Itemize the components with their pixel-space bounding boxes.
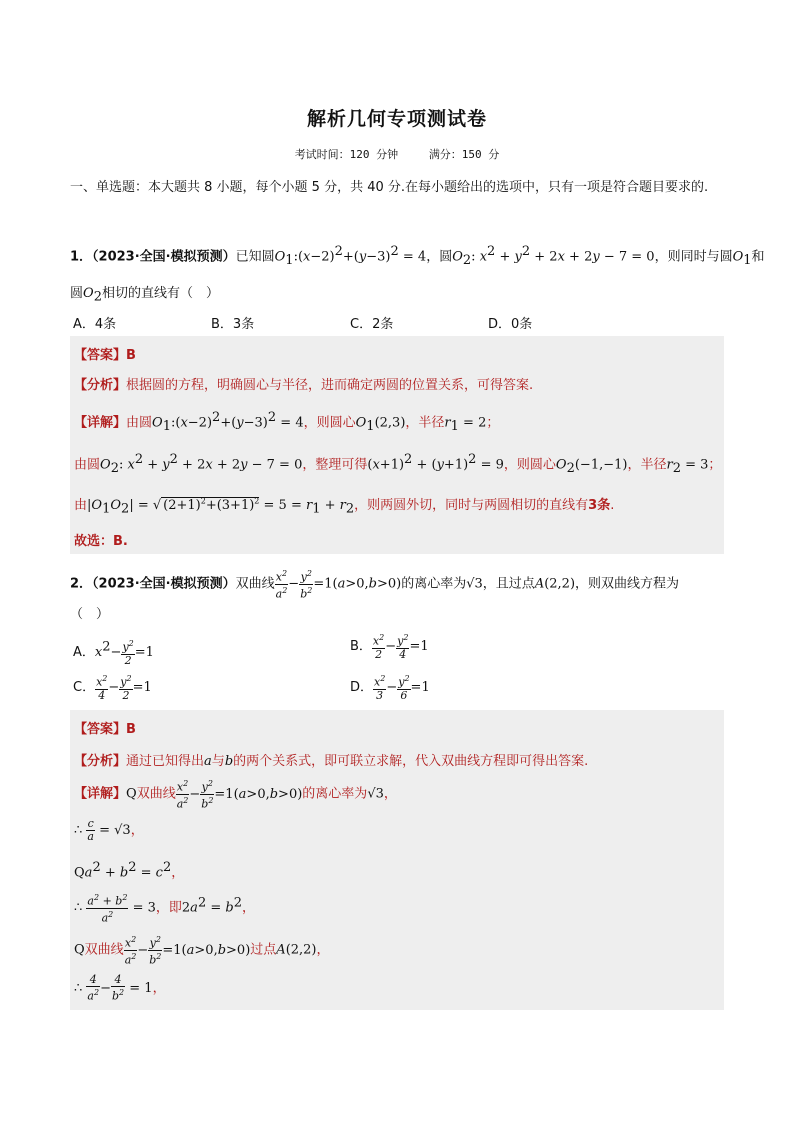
q2-detail-4: ∴ $\frac{a^2 + b^2}{a^2}$ = 3，即$2a^2 = b^2$， <box>74 893 256 925</box>
q1-source: （2023·全国·模拟预测） <box>92 249 236 265</box>
q1-option-d: D．0条 <box>488 317 533 332</box>
q1-solution-block <box>70 336 724 554</box>
q1-choice: 故选：B. <box>74 534 128 549</box>
q1-number: 1． <box>70 249 93 265</box>
q1-detail-3: 由$|O_1O_2|$ = √ $(2+1)^2+(3+1)^2 = 5 = r_1 + r_2$，则两圆外切，同时与两圆相切的直线有3条. <box>74 496 615 517</box>
q2-detail-5: Q双曲线 $\frac{x^2}{a^2}$ − $\frac{y^2}{b^2}$ =1(a>0,b>0)过点A(2,2)， <box>74 935 330 967</box>
q2-option-c: C． $\frac{x^2}{4}$ − $\frac{y^2}{2}$ =1 <box>73 674 152 702</box>
q2-answer: 【答案】B <box>74 722 136 737</box>
q2-stem-line2: （ ） <box>70 607 110 622</box>
q1-answer: 【答案】B <box>74 348 136 363</box>
q1-option-c: C．2条 <box>350 317 394 332</box>
q2-source: （2023·全国·模拟预测） <box>92 576 236 592</box>
q2-stem-line1: 2．（2023·全国·模拟预测）双曲线 $\frac{x^2}{a^2}$ − $\frac{y^2}{b^2}$ =1(a>0,b>0)的离心率为√3，且过点A(2,2)，则双曲线方程为 <box>70 569 680 601</box>
q2-number: 2． <box>70 576 93 592</box>
section-heading: 一、单选题：本大题共 8 小题，每个小题 5 分，共 40 分.在每小题给出的选项中，只有一项是符合题目要求的. <box>70 180 709 195</box>
q2-detail-2: ∴ $\frac{c}{a}$ = √3， <box>74 817 144 843</box>
q1-stem-line2: 圆$O_2$相切的直线有（ ） <box>70 286 219 305</box>
q2-detail-6: ∴ $\frac{4}{a^2}$ − $\frac{4}{b^2}$ = 1， <box>74 973 166 1003</box>
q1-detail-1: 【详解】由圆$O_1:(x-2)^2+(y-3)^2 = 4$，则圆心$O_1(2,3)$，半径$r_1 = 2$； <box>74 410 500 434</box>
q2-option-b: B． $\frac{x^2}{2}$ − $\frac{y^2}{4}$ =1 <box>350 633 429 661</box>
full-score: 满分：150 分 <box>428 148 500 161</box>
q2-analysis: 【分析】通过已知得出a与b的两个关系式，即可联立求解，代入双曲线方程即可得出答案. <box>74 754 589 769</box>
q2-option-d: D． $\frac{x^2}{3}$ − $\frac{y^2}{6}$ =1 <box>350 674 430 702</box>
exam-info <box>70 146 724 162</box>
exam-time: 考试时间：120 分钟 <box>294 148 399 161</box>
page-title: 解析几何专项测试卷 <box>306 108 487 130</box>
q2-detail-3: $Qa^2 + b^2 = c^2$， <box>74 860 185 881</box>
q1-option-b: B．3条 <box>211 317 255 332</box>
q2-detail-1: 【详解】Q双曲线 $\frac{x^2}{a^2}$ − $\frac{y^2}{b^2}$ =1(a>0,b>0)的离心率为√3， <box>74 779 397 811</box>
q2-option-a: A．$x^2-$ $\frac{y^2}{2}$ =1 <box>73 639 154 667</box>
q1-detail-2: 由圆$O_2$: $x^2 + y^2 + 2x + 2y - 7 = 0$，整理可得$(x+1)^2 + (y+1)^2 = 9$，则圆心$O_2(-1,-1)$，半径$r_2 = 3$； <box>74 452 722 476</box>
q1-stem-line1: 1．（2023·全国·模拟预测）已知圆$O_1:(x-2)^2+(y-3)^2 = 4$，圆$O_2$: $x^2 + y^2 + 2x + 2y - 7 = 0$，则同时与圆$O_1$和 <box>70 244 765 268</box>
q1-option-a: A．4条 <box>73 317 117 332</box>
q2-solution-block <box>70 710 724 1010</box>
q1-analysis: 【分析】根据圆的方程，明确圆心与半径，进而确定两圆的位置关系，可得答案. <box>74 378 534 393</box>
